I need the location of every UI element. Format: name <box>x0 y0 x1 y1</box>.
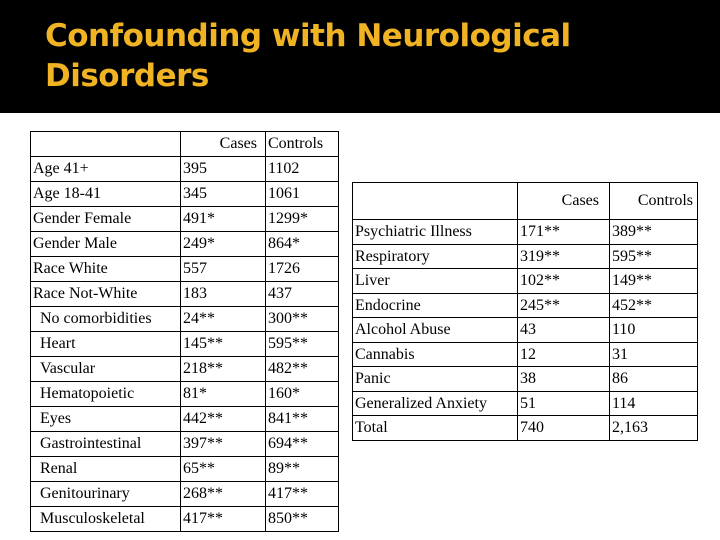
controls-value: 1299* <box>266 207 339 232</box>
controls-value: 1726 <box>266 257 339 282</box>
header-cases: Cases <box>181 132 266 157</box>
row-label: Alcohol Abuse <box>353 318 518 343</box>
row-label: Age 18-41 <box>31 182 181 207</box>
cases-value: 183 <box>181 282 266 307</box>
row-label: Age 41+ <box>31 157 181 182</box>
cases-value: 38 <box>518 367 610 392</box>
row-label: Endocrine <box>353 293 518 318</box>
psychiatric-substance-table <box>352 182 698 441</box>
row-label: Heart <box>31 332 181 357</box>
row-label: Gender Female <box>31 207 181 232</box>
cases-value: 395 <box>181 157 266 182</box>
cases-value: 442** <box>181 407 266 432</box>
controls-value: 1102 <box>266 157 339 182</box>
controls-value: 595** <box>610 244 698 269</box>
cases-value: 319** <box>518 244 610 269</box>
controls-value: 31 <box>610 342 698 367</box>
row-label: Gender Male <box>31 232 181 257</box>
cases-value: 43 <box>518 318 610 343</box>
controls-value: 89** <box>266 457 339 482</box>
controls-value: 1061 <box>266 182 339 207</box>
controls-value: 482** <box>266 357 339 382</box>
controls-value: 417** <box>266 482 339 507</box>
table-row <box>353 244 698 269</box>
cases-value: 24** <box>181 307 266 332</box>
cases-value: 51 <box>518 391 610 416</box>
controls-value: 160* <box>266 382 339 407</box>
cases-value: 397** <box>181 432 266 457</box>
cases-value: 740 <box>518 416 610 441</box>
table-row <box>31 157 339 182</box>
cases-value: 245** <box>518 293 610 318</box>
table-row <box>31 332 339 357</box>
row-label: No comorbidities <box>31 307 181 332</box>
cases-value: 491* <box>181 207 266 232</box>
cases-value: 417** <box>181 507 266 532</box>
cases-value: 171** <box>518 220 610 245</box>
table-header-row <box>353 183 698 220</box>
controls-value: 437 <box>266 282 339 307</box>
cases-value: 218** <box>181 357 266 382</box>
controls-value: 110 <box>610 318 698 343</box>
row-label: Psychiatric Illness <box>353 220 518 245</box>
table-row <box>31 382 339 407</box>
table-row <box>31 407 339 432</box>
controls-value: 114 <box>610 391 698 416</box>
header-label <box>31 132 181 157</box>
cases-value: 249* <box>181 232 266 257</box>
row-label: Eyes <box>31 407 181 432</box>
cases-value: 557 <box>181 257 266 282</box>
row-label: Renal <box>31 457 181 482</box>
header-controls: Controls <box>266 132 339 157</box>
row-label: Panic <box>353 367 518 392</box>
header-cases: Cases <box>518 183 610 220</box>
cases-value: 145** <box>181 332 266 357</box>
controls-value: 841** <box>266 407 339 432</box>
cases-value: 65** <box>181 457 266 482</box>
cases-value: 268** <box>181 482 266 507</box>
table-row <box>31 357 339 382</box>
controls-value: 595** <box>266 332 339 357</box>
table-row <box>353 367 698 392</box>
row-label: Liver <box>353 269 518 294</box>
row-label: Hematopoietic <box>31 382 181 407</box>
controls-value: 694** <box>266 432 339 457</box>
row-label: Respiratory <box>353 244 518 269</box>
table-row <box>353 269 698 294</box>
controls-value: 2,163 <box>610 416 698 441</box>
controls-value: 864* <box>266 232 339 257</box>
table-row <box>31 232 339 257</box>
table-row <box>353 318 698 343</box>
table-row <box>31 207 339 232</box>
row-label: Gastrointestinal <box>31 432 181 457</box>
cases-value: 12 <box>518 342 610 367</box>
table-row <box>353 416 698 441</box>
table-row <box>31 282 339 307</box>
row-label: Musculoskeletal <box>31 507 181 532</box>
table-header-row <box>31 132 339 157</box>
controls-value: 300** <box>266 307 339 332</box>
controls-value: 452** <box>610 293 698 318</box>
controls-value: 86 <box>610 367 698 392</box>
demographics-comorbidities-table <box>30 131 339 532</box>
table-row <box>31 182 339 207</box>
controls-value: 850** <box>266 507 339 532</box>
header-controls: Controls <box>610 183 698 220</box>
table-row <box>31 507 339 532</box>
row-label: Vascular <box>31 357 181 382</box>
table-row <box>31 432 339 457</box>
row-label: Genitourinary <box>31 482 181 507</box>
row-label: Total <box>353 416 518 441</box>
table-row <box>353 293 698 318</box>
row-label: Cannabis <box>353 342 518 367</box>
row-label: Race White <box>31 257 181 282</box>
cases-value: 345 <box>181 182 266 207</box>
table-row <box>353 391 698 416</box>
table-row <box>353 342 698 367</box>
controls-value: 389** <box>610 220 698 245</box>
slide-title: Confounding with Neurological Disorders <box>45 18 571 94</box>
table-row <box>31 257 339 282</box>
table-row <box>31 307 339 332</box>
cases-value: 81* <box>181 382 266 407</box>
controls-value: 149** <box>610 269 698 294</box>
table-row <box>353 220 698 245</box>
table-row <box>31 482 339 507</box>
table-row <box>31 457 339 482</box>
cases-value: 102** <box>518 269 610 294</box>
row-label: Race Not-White <box>31 282 181 307</box>
row-label: Generalized Anxiety <box>353 391 518 416</box>
header-label <box>353 183 518 220</box>
